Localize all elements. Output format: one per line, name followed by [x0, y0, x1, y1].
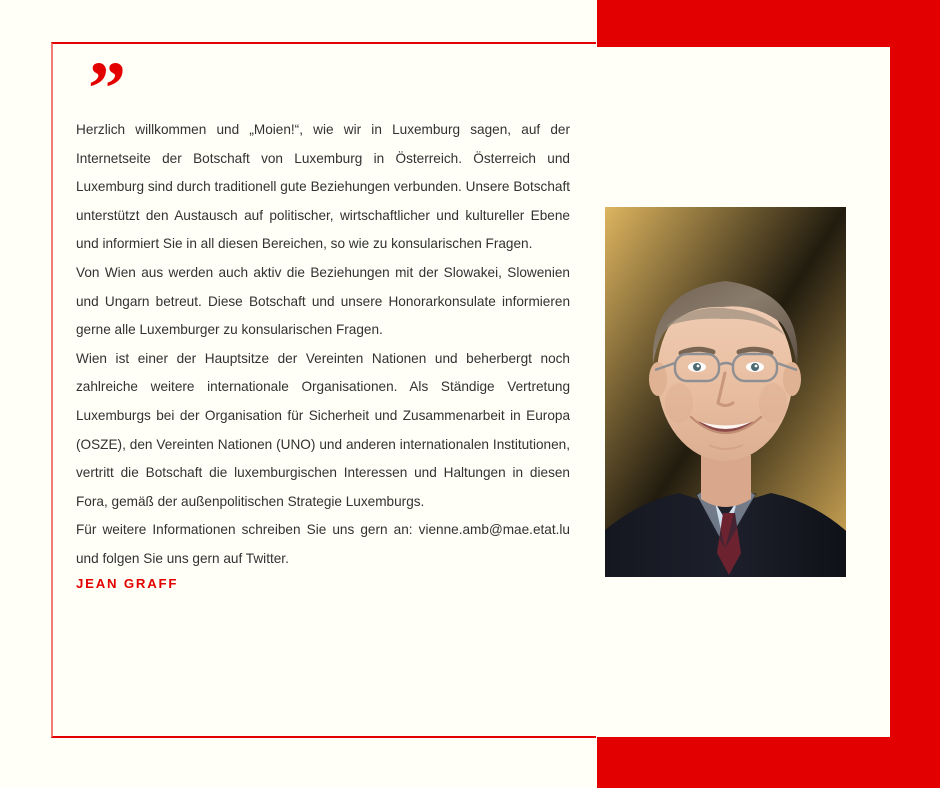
quote-paragraph-3: Wien ist einer der Hauptsitze der Vereinten Nationen und beherbergt noch zahlreiche weitere internationale Organisationen. Als Ständige Vertretung Luxemburgs bei der Organisation für Sicherheit und Zusammenarbeit in Europa (OSZE), den Vereinten Nationen (UNO) und anderen internationalen Institutionen, vertritt die Botschaft die luxemburgischen Interessen und Haltungen in diesen Fora, gemäß der außenpolitischen Strategie Luxemburgs.: [76, 350, 570, 509]
quote-card-inner: [53, 44, 596, 591]
quote-paragraph-1: Herzlich willkommen und „Moien!“, wie wir in Luxemburg sagen, auf der Internetseite der Botschaft von Luxemburg in Österreich. Österreich und Luxemburg sind durch traditionell gute Beziehungen verbunden. Unsere Botschaft unterstützt den Austausch auf politischer, wirtschaftlicher und kultureller Ebene und informiert Sie in all diesen Bereichen, so wie zu konsularischen Fragen.: [76, 122, 570, 252]
ambassador-portrait-image: [605, 207, 846, 577]
quote-paragraph-4: Für weitere Informationen schreiben Sie uns gern an: vienne.amb@mae.etat.lu und folgen Sie uns gern auf Twitter.: [76, 522, 570, 566]
quote-paragraph-2: Von Wien aus werden auch aktiv die Beziehungen mit der Slowakei, Slowenien und Ungarn betreut. Diese Botschaft und unsere Honorarkonsulate informieren gerne alle Luxemburger zu konsularischen Fragen.: [76, 264, 570, 338]
quotation-mark-icon: ”: [88, 47, 124, 131]
author-signature: JEAN GRAFF: [76, 575, 179, 591]
quote-card: [51, 42, 596, 738]
quote-text-body: [76, 116, 570, 574]
